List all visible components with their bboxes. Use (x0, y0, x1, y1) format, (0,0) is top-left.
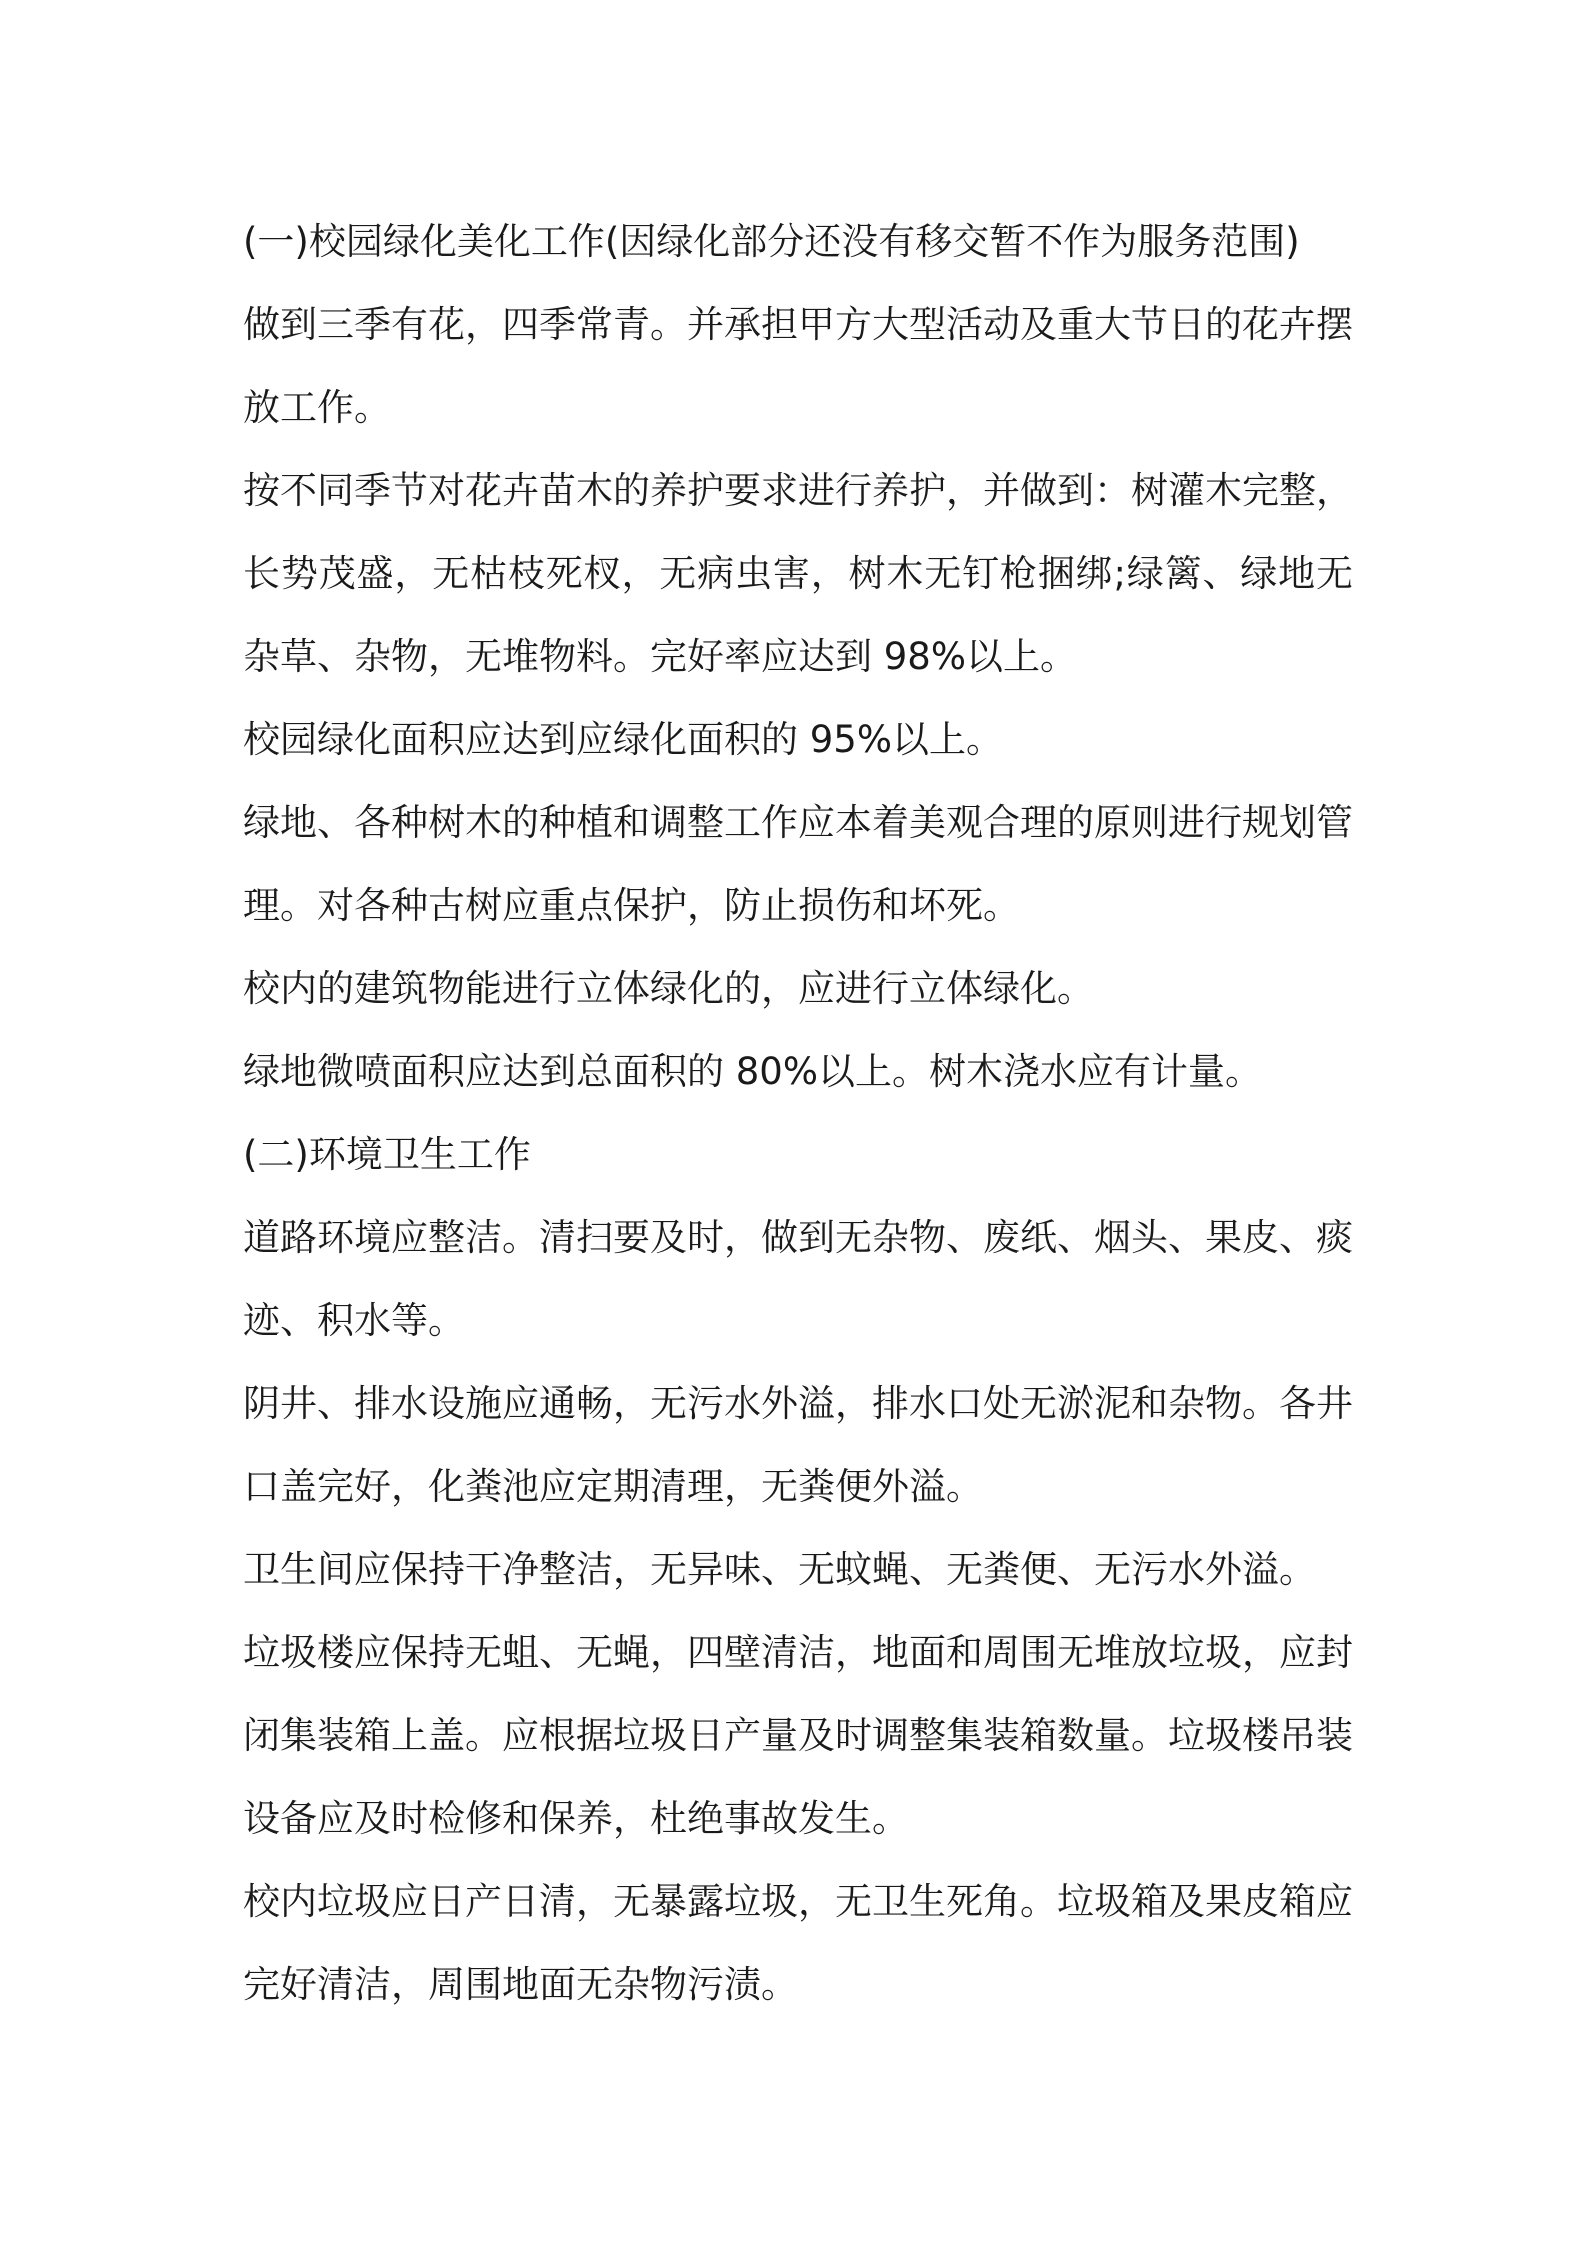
paragraph: 阴井、排水设施应通畅，无污水外溢，排水口处无淤泥和杂物。各井口盖完好，化粪池应定期清理，无粪便外溢。 (243, 1382, 1353, 1508)
paragraph: 校内的建筑物能进行立体绿化的，应进行立体绿化。 (243, 967, 1094, 1010)
paragraph: 绿地微喷面积应达到总面积的 80%以上。树木浇水应有计量。 (243, 1050, 1262, 1093)
paragraph: 按不同季节对花卉苗木的养护要求进行养护，并做到：树灌木完整，长势茂盛，无枯枝死杈，无病虫害，树木无钉枪捆绑;绿篱、绿地无杂草、杂物，无堆物料。完好率应达到 98%以上。 (243, 469, 1353, 678)
paragraph: 校内垃圾应日产日清，无暴露垃圾，无卫生死角。垃圾箱及果皮箱应完好清洁，周围地面无杂物污渍。 (243, 1880, 1353, 2006)
document-body (243, 200, 1353, 2026)
section-heading-sanitation: (二)环境卫生工作 (243, 1133, 531, 1176)
paragraph: 做到三季有花，四季常青。并承担甲方大型活动及重大节日的花卉摆放工作。 (243, 303, 1353, 429)
paragraph: 垃圾楼应保持无蛆、无蝇，四壁清洁，地面和周围无堆放垃圾，应封闭集装箱上盖。应根据垃圾日产量及时调整集装箱数量。垃圾楼吊装设备应及时检修和保养，杜绝事故发生。 (243, 1631, 1353, 1840)
paragraph: 卫生间应保持干净整洁，无异味、无蚊蝇、无粪便、无污水外溢。 (243, 1548, 1316, 1591)
section-heading-greening: (一)校园绿化美化工作(因绿化部分还没有移交暂不作为服务范围) (243, 220, 1300, 263)
paragraph: 道路环境应整洁。清扫要及时，做到无杂物、废纸、烟头、果皮、痰迹、积水等。 (243, 1216, 1353, 1342)
paragraph: 校园绿化面积应达到应绿化面积的 95%以上。 (243, 718, 1003, 761)
paragraph: 绿地、各种树木的种植和调整工作应本着美观合理的原则进行规划管理。对各种古树应重点保护，防止损伤和坏死。 (243, 801, 1353, 927)
